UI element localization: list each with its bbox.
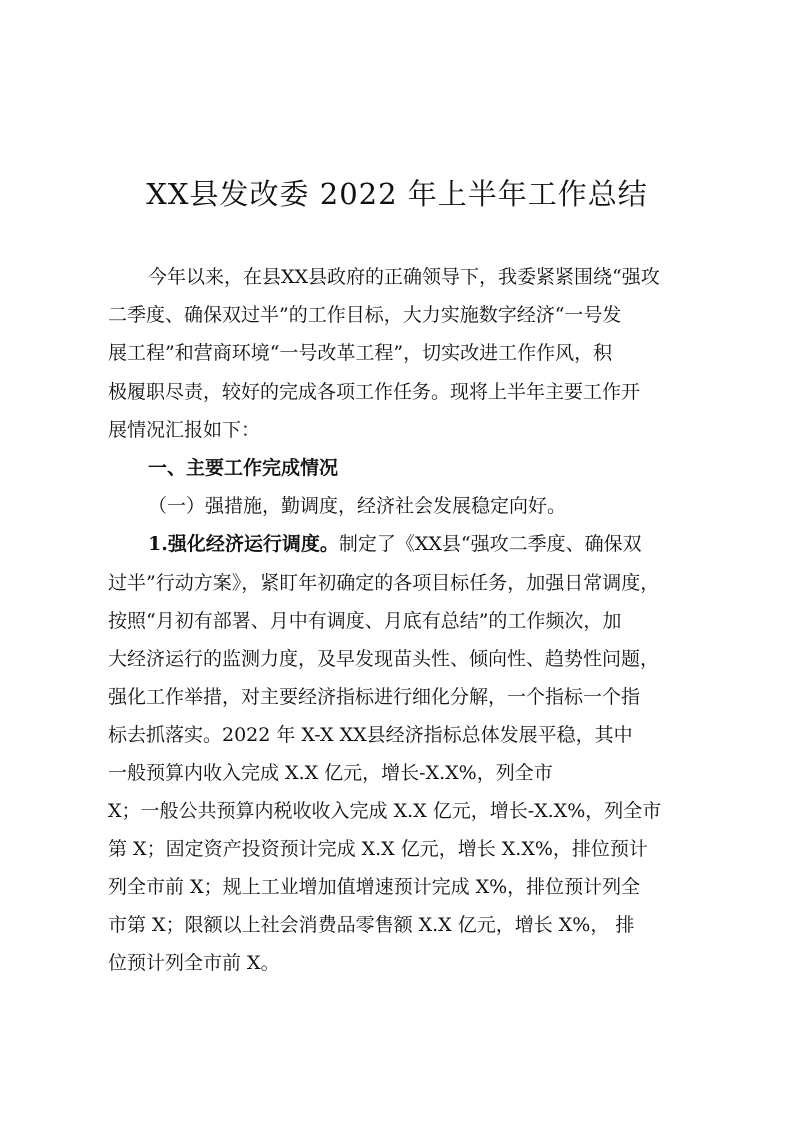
section-heading-2: （一）强措施，勤调度，经济社会发展稳定向好。 <box>148 495 567 517</box>
item-1-line-5: 强化工作举措，对主要经济指标进行细化分解，一个指标一个指 <box>108 686 641 708</box>
item-1-line-3: 按照“月初有部署、月中有调度、月底有总结”的工作频次，加 <box>108 610 622 632</box>
intro-line-4: 极履职尽责，较好的完成各项工作任务。现将上半年主要工作开 <box>108 381 641 403</box>
item-1-line-6: 标去抓落实。2022 年 X-X XX县经济指标总体发展平稳，其中 <box>108 724 633 746</box>
item-1-title: 1.强化经济运行调度。 <box>148 533 339 555</box>
item-1-line-4: 大经济运行的监测力度，及早发现苗头性、倾向性、趋势性问题， <box>108 648 660 670</box>
item-1-line-11: 市第 X；限额以上社会消费品零售额 X.X 亿元，增长 X%， 排 <box>108 914 635 936</box>
intro-line-2: 二季度、确保双过半”的工作目标，大力实施数字经济“一号发 <box>108 304 622 326</box>
item-1-line-12: 位预计列全市前 X。 <box>108 952 280 974</box>
item-1-line-8: X；一般公共预算内税收收入完成 X.X 亿元，增长-X.X%，列全市 <box>108 800 662 822</box>
item-1-first-line <box>148 531 642 557</box>
item-1-line-7: 一般预算内收入完成 X.X 亿元，增长-X.X%，列全市 <box>108 762 553 784</box>
intro-line-3: 展工程”和营商环境“一号改革工程”，切实改进工作作风，积 <box>108 342 613 364</box>
item-1-line-10: 列全市前 X；规上工业增加值增速预计完成 X%，排位预计列全 <box>108 876 641 898</box>
item-1-line-1: 制定了《XX县“强攻二季度、确保双 <box>338 533 642 555</box>
item-1-line-9: 第 X；固定资产投资预计完成 X.X 亿元，增长 X.X%，排位预计 <box>108 838 648 860</box>
intro-line-5: 展情况汇报如下： <box>108 419 261 441</box>
item-1-line-2: 过半”行动方案》，紧盯年初确定的各项目标任务，加强日常调度， <box>108 572 660 594</box>
section-heading-1: 一、主要工作完成情况 <box>148 457 339 479</box>
intro-line-1: 今年以来，在县XX县政府的正确领导下，我委紧紧围绕“强攻 <box>148 266 660 288</box>
document-title: XX县发改委 2022 年上半年工作总结 <box>146 177 648 211</box>
